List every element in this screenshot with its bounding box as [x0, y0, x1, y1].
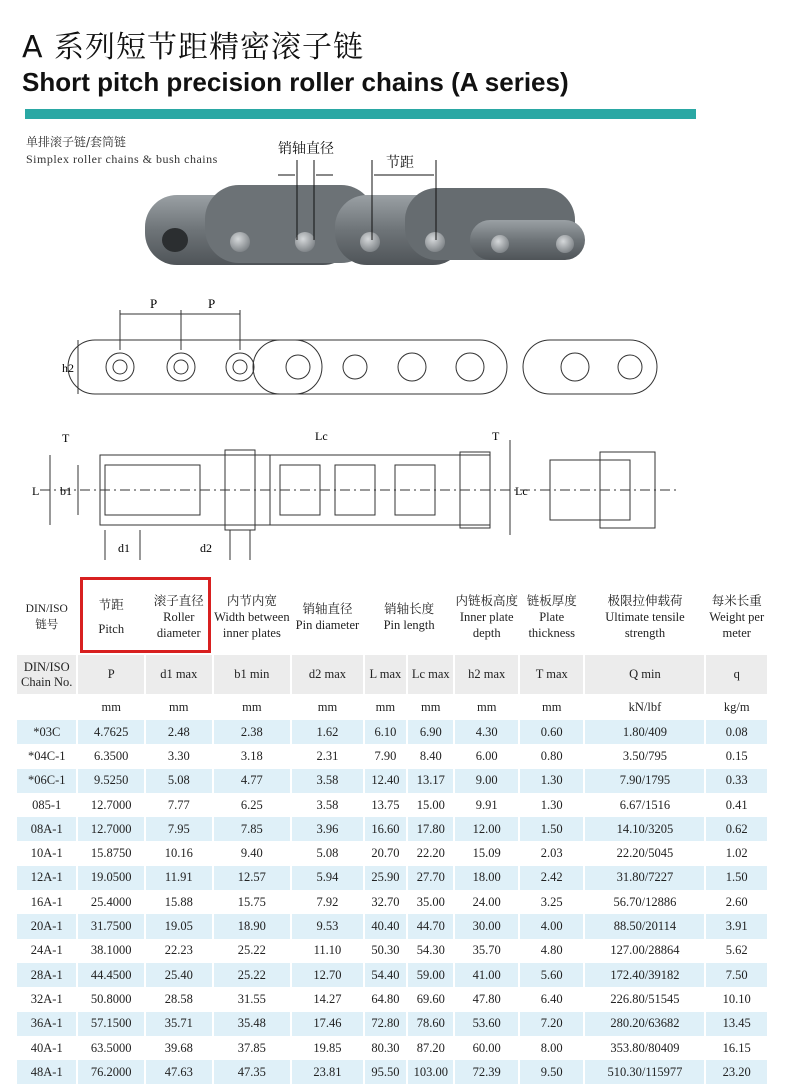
table-cell: 47.63 — [145, 1060, 213, 1084]
chain-no-cell: 10A-1 — [17, 841, 77, 865]
table-cell: 0.41 — [705, 793, 768, 817]
table-cell: 3.96 — [291, 817, 364, 841]
table-cell: 44.4500 — [77, 963, 145, 987]
table-cell: 7.20 — [519, 1012, 585, 1036]
chain-no-cell: 20A-1 — [17, 914, 77, 938]
table-cell: 24.00 — [454, 890, 519, 914]
table-cell: 23.20 — [705, 1060, 768, 1084]
table-cell: 6.00 — [454, 744, 519, 768]
table-cell: 10.16 — [145, 841, 213, 865]
table-cell: 5.08 — [291, 841, 364, 865]
table-cell: 20.70 — [364, 841, 407, 865]
table-row — [17, 793, 768, 817]
chain-no-cell: 085-1 — [17, 793, 77, 817]
chain-no-cell: 48A-1 — [17, 1060, 77, 1084]
table-cell: 37.85 — [213, 1036, 292, 1060]
table-cell: 7.77 — [145, 793, 213, 817]
table-cell: 35.70 — [454, 939, 519, 963]
table-cell: 31.80/7227 — [584, 866, 705, 890]
table-cell: 5.94 — [291, 866, 364, 890]
table-cell: 7.50 — [705, 963, 768, 987]
table-cell: 76.2000 — [77, 1060, 145, 1084]
header-inner-width: 内节内宽 Width between inner plates — [213, 579, 292, 655]
table-cell: 14.10/3205 — [584, 817, 705, 841]
table-symbol-row — [17, 655, 768, 694]
table-cell: 1.50 — [519, 817, 585, 841]
table-cell: 0.80 — [519, 744, 585, 768]
header-plate-thickness: 链板厚度 Plate thickness — [519, 579, 585, 655]
dim-label-P: P — [208, 296, 216, 311]
table-cell: 17.80 — [407, 817, 454, 841]
table-cell: 1.50 — [705, 866, 768, 890]
highlight-box — [80, 577, 211, 653]
symbol-cell: b1 min — [213, 655, 292, 694]
table-cell: 14.27 — [291, 987, 364, 1011]
table-row — [17, 1012, 768, 1036]
chain-no-cell: 12A-1 — [17, 866, 77, 890]
table-cell: 31.55 — [213, 987, 292, 1011]
table-cell: 9.50 — [519, 1060, 585, 1084]
table-cell: 7.92 — [291, 890, 364, 914]
table-cell: 6.10 — [364, 720, 407, 744]
table-cell: 12.7000 — [77, 817, 145, 841]
symbol-cell: q — [705, 655, 768, 694]
header-pitch: 节距 Pitch — [77, 579, 145, 655]
symbol-cell: d2 max — [291, 655, 364, 694]
table-cell: 9.40 — [213, 841, 292, 865]
table-unit-row — [17, 694, 768, 720]
table-cell: 19.85 — [291, 1036, 364, 1060]
table-cell: 22.20 — [407, 841, 454, 865]
table-cell: 12.40 — [364, 769, 407, 793]
table-cell: 6.25 — [213, 793, 292, 817]
table-row — [17, 769, 768, 793]
table-cell: 9.53 — [291, 914, 364, 938]
table-cell: 103.00 — [407, 1060, 454, 1084]
table-cell: 10.10 — [705, 987, 768, 1011]
table-cell: 25.40 — [145, 963, 213, 987]
table-cell: 15.88 — [145, 890, 213, 914]
table-cell: 6.67/1516 — [584, 793, 705, 817]
table-row — [17, 817, 768, 841]
table-cell: 1.62 — [291, 720, 364, 744]
table-cell: 72.80 — [364, 1012, 407, 1036]
table-cell: 80.30 — [364, 1036, 407, 1060]
table-cell: 7.90/1795 — [584, 769, 705, 793]
chain-no-cell: 16A-1 — [17, 890, 77, 914]
table-cell: 54.30 — [407, 939, 454, 963]
table-row — [17, 939, 768, 963]
table-cell: 4.77 — [213, 769, 292, 793]
table-cell: 2.42 — [519, 866, 585, 890]
unit-cell: mm — [145, 694, 213, 720]
table-cell: 9.00 — [454, 769, 519, 793]
table-cell: 7.95 — [145, 817, 213, 841]
dim-label-P: P — [150, 296, 158, 311]
table-cell: 226.80/51545 — [584, 987, 705, 1011]
table-cell: 35.00 — [407, 890, 454, 914]
table-cell: 3.25 — [519, 890, 585, 914]
table-cell: 19.0500 — [77, 866, 145, 890]
table-cell: 6.40 — [519, 987, 585, 1011]
table-cell: 30.00 — [454, 914, 519, 938]
table-cell: 6.90 — [407, 720, 454, 744]
table-row — [17, 720, 768, 744]
table-cell: 9.91 — [454, 793, 519, 817]
table-cell: 0.08 — [705, 720, 768, 744]
table-cell: 11.10 — [291, 939, 364, 963]
table-cell: 6.3500 — [77, 744, 145, 768]
table-cell: 3.30 — [145, 744, 213, 768]
header-inner-plate-depth: 内链板高度 Inner plate depth — [454, 579, 519, 655]
symbol-cell: h2 max — [454, 655, 519, 694]
table-cell: 47.35 — [213, 1060, 292, 1084]
header-roller-diameter: 滚子直径 Roller diameter — [145, 579, 213, 655]
table-cell: 12.57 — [213, 866, 292, 890]
table-cell: 50.8000 — [77, 987, 145, 1011]
header-tensile-strength: 极限拉伸载荷 Ultimate tensile strength — [584, 579, 705, 655]
table-cell: 22.23 — [145, 939, 213, 963]
side-view-pin — [174, 360, 188, 374]
chain-no-cell: 32A-1 — [17, 987, 77, 1011]
table-cell: 15.00 — [407, 793, 454, 817]
table-cell: 3.58 — [291, 793, 364, 817]
table-cell: 0.62 — [705, 817, 768, 841]
symbol-cell: Q min — [584, 655, 705, 694]
table-cell: 13.75 — [364, 793, 407, 817]
side-view-pin — [456, 353, 484, 381]
table-cell: 40.40 — [364, 914, 407, 938]
table-cell: 15.8750 — [77, 841, 145, 865]
side-view-pin — [113, 360, 127, 374]
unit-cell: mm — [407, 694, 454, 720]
table-cell: 25.90 — [364, 866, 407, 890]
table-cell: 50.30 — [364, 939, 407, 963]
table-cell: 8.40 — [407, 744, 454, 768]
table-cell: 9.5250 — [77, 769, 145, 793]
table-cell: 4.00 — [519, 914, 585, 938]
header-weight: 每米长重 Weight per meter — [705, 579, 768, 655]
symbol-cell: T max — [519, 655, 585, 694]
table-cell: 54.40 — [364, 963, 407, 987]
table-cell: 47.80 — [454, 987, 519, 1011]
table-cell: 57.1500 — [77, 1012, 145, 1036]
table-cell: 41.00 — [454, 963, 519, 987]
dim-label-Lc: Lc — [315, 429, 328, 443]
unit-cell: mm — [364, 694, 407, 720]
table-cell: 64.80 — [364, 987, 407, 1011]
table-cell: 5.60 — [519, 963, 585, 987]
table-cell: 3.91 — [705, 914, 768, 938]
chain-pin — [556, 235, 574, 253]
chain-pin — [360, 232, 380, 252]
symbol-cell: P — [77, 655, 145, 694]
table-cell: 7.85 — [213, 817, 292, 841]
end-view-pin — [561, 353, 589, 381]
chain-no-cell: 36A-1 — [17, 1012, 77, 1036]
table-row — [17, 890, 768, 914]
table-cell: 0.15 — [705, 744, 768, 768]
table-cell: 2.60 — [705, 890, 768, 914]
table-cell: 12.7000 — [77, 793, 145, 817]
table-cell: 0.33 — [705, 769, 768, 793]
table-row — [17, 866, 768, 890]
table-cell: 280.20/63682 — [584, 1012, 705, 1036]
table-cell: 11.91 — [145, 866, 213, 890]
table-cell: 0.60 — [519, 720, 585, 744]
chain-no-cell: *06C-1 — [17, 769, 77, 793]
table-cell: 2.31 — [291, 744, 364, 768]
table-cell: 15.09 — [454, 841, 519, 865]
table-cell: 2.48 — [145, 720, 213, 744]
chain-pin — [230, 232, 250, 252]
side-view-pin — [167, 353, 195, 381]
table-cell: 15.75 — [213, 890, 292, 914]
table-cell: 5.08 — [145, 769, 213, 793]
chain-pin — [295, 232, 315, 252]
side-view-pin — [398, 353, 426, 381]
callout-pin-diameter: 销轴直径 — [278, 141, 334, 157]
table-cell: 39.68 — [145, 1036, 213, 1060]
table-cell: 13.17 — [407, 769, 454, 793]
table-cell: 18.90 — [213, 914, 292, 938]
table-cell: 31.7500 — [77, 914, 145, 938]
end-view-pin — [618, 355, 642, 379]
table-cell: 1.30 — [519, 793, 585, 817]
table-row — [17, 1060, 768, 1084]
dim-label-d2: d2 — [200, 541, 212, 555]
table-cell: 25.22 — [213, 963, 292, 987]
header-pin-length: 销轴长度 Pin length — [364, 579, 455, 655]
header-chain-no: DIN/ISO 链号 — [17, 579, 77, 655]
chain-no-label: DIN/ISO Chain No. — [17, 655, 77, 694]
side-view-pin — [343, 355, 367, 379]
side-view-plates — [253, 340, 507, 394]
chain-no-cell: 28A-1 — [17, 963, 77, 987]
table-cell: 353.80/80409 — [584, 1036, 705, 1060]
callout-pitch: 节距 — [386, 155, 414, 171]
chain-no-cell: 08A-1 — [17, 817, 77, 841]
table-cell: 56.70/12886 — [584, 890, 705, 914]
table-cell: 4.30 — [454, 720, 519, 744]
table-cell: 1.02 — [705, 841, 768, 865]
unit-cell: mm — [454, 694, 519, 720]
chain-no-cell: *03C — [17, 720, 77, 744]
table-cell: 12.00 — [454, 817, 519, 841]
unit-cell — [17, 694, 77, 720]
dim-label-h2: h2 — [62, 361, 74, 375]
table-cell: 27.70 — [407, 866, 454, 890]
table-cell: 13.45 — [705, 1012, 768, 1036]
chain-pin — [425, 232, 445, 252]
unit-cell: kN/lbf — [584, 694, 705, 720]
symbol-cell: L max — [364, 655, 407, 694]
table-cell: 2.38 — [213, 720, 292, 744]
table-cell: 88.50/20114 — [584, 914, 705, 938]
table-cell: 32.70 — [364, 890, 407, 914]
unit-cell: kg/m — [705, 694, 768, 720]
chain-no-cell: 40A-1 — [17, 1036, 77, 1060]
dim-label-Lc: Lc — [515, 484, 528, 498]
table-cell: 172.40/39182 — [584, 963, 705, 987]
table-cell: 510.30/115977 — [584, 1060, 705, 1084]
table-row — [17, 963, 768, 987]
dim-label-b1: b1 — [60, 484, 72, 498]
table-row — [17, 987, 768, 1011]
table-cell: 25.22 — [213, 939, 292, 963]
title-divider-bar — [25, 109, 696, 119]
table-cell: 18.00 — [454, 866, 519, 890]
page-title-cn: A 系列短节距精密滚子链 — [22, 30, 365, 65]
table-row — [17, 744, 768, 768]
table-cell: 35.71 — [145, 1012, 213, 1036]
side-view-pin — [286, 355, 310, 379]
table-cell: 22.20/5045 — [584, 841, 705, 865]
figure-subtitle-en: Simplex roller chains & bush chains — [26, 152, 218, 166]
header-pin-diameter: 销轴直径 Pin diameter — [291, 579, 364, 655]
figure-subtitle-cn: 单排滚子链/套筒链 — [26, 135, 127, 149]
table-cell: 78.60 — [407, 1012, 454, 1036]
chain-no-cell: *04C-1 — [17, 744, 77, 768]
spec-table — [17, 579, 769, 1084]
table-row — [17, 1036, 768, 1060]
chain-no-cell: 24A-1 — [17, 939, 77, 963]
dim-label-d1: d1 — [118, 541, 130, 555]
chain-hole — [162, 228, 188, 252]
unit-cell: mm — [213, 694, 292, 720]
table-cell: 23.81 — [291, 1060, 364, 1084]
table-cell: 5.62 — [705, 939, 768, 963]
table-cell: 69.60 — [407, 987, 454, 1011]
table-cell: 44.70 — [407, 914, 454, 938]
unit-cell: mm — [291, 694, 364, 720]
table-cell: 4.7625 — [77, 720, 145, 744]
side-view-pin — [106, 353, 134, 381]
table-cell: 63.5000 — [77, 1036, 145, 1060]
table-cell: 3.50/795 — [584, 744, 705, 768]
unit-cell: mm — [519, 694, 585, 720]
table-cell: 127.00/28864 — [584, 939, 705, 963]
table-cell: 59.00 — [407, 963, 454, 987]
table-cell: 72.39 — [454, 1060, 519, 1084]
chain-pin — [491, 235, 509, 253]
symbol-cell: Lc max — [407, 655, 454, 694]
side-view-pin — [226, 353, 254, 381]
table-cell: 25.4000 — [77, 890, 145, 914]
table-cell: 12.70 — [291, 963, 364, 987]
table-cell: 95.50 — [364, 1060, 407, 1084]
table-cell: 3.18 — [213, 744, 292, 768]
table-cell: 1.30 — [519, 769, 585, 793]
table-cell: 87.20 — [407, 1036, 454, 1060]
page-title-en: Short pitch precision roller chains (A series) — [22, 67, 569, 97]
side-view-pin — [233, 360, 247, 374]
table-cell: 3.58 — [291, 769, 364, 793]
table-cell: 4.80 — [519, 939, 585, 963]
dim-label-T: T — [492, 429, 500, 443]
table-cell: 1.80/409 — [584, 720, 705, 744]
table-cell: 28.58 — [145, 987, 213, 1011]
table-row — [17, 841, 768, 865]
table-cell: 7.90 — [364, 744, 407, 768]
table-cell: 17.46 — [291, 1012, 364, 1036]
symbol-cell: d1 max — [145, 655, 213, 694]
table-cell: 2.03 — [519, 841, 585, 865]
table-cell: 16.15 — [705, 1036, 768, 1060]
unit-cell: mm — [77, 694, 145, 720]
table-cell: 16.60 — [364, 817, 407, 841]
table-row — [17, 914, 768, 938]
table-cell: 38.1000 — [77, 939, 145, 963]
dim-label-L: L — [32, 484, 40, 498]
table-cell: 8.00 — [519, 1036, 585, 1060]
table-cell: 53.60 — [454, 1012, 519, 1036]
technical-drawing — [0, 290, 790, 565]
table-cell: 35.48 — [213, 1012, 292, 1036]
end-view-link — [523, 340, 657, 394]
table-cell: 60.00 — [454, 1036, 519, 1060]
table-cell: 19.05 — [145, 914, 213, 938]
dim-label-T: T — [62, 431, 70, 445]
